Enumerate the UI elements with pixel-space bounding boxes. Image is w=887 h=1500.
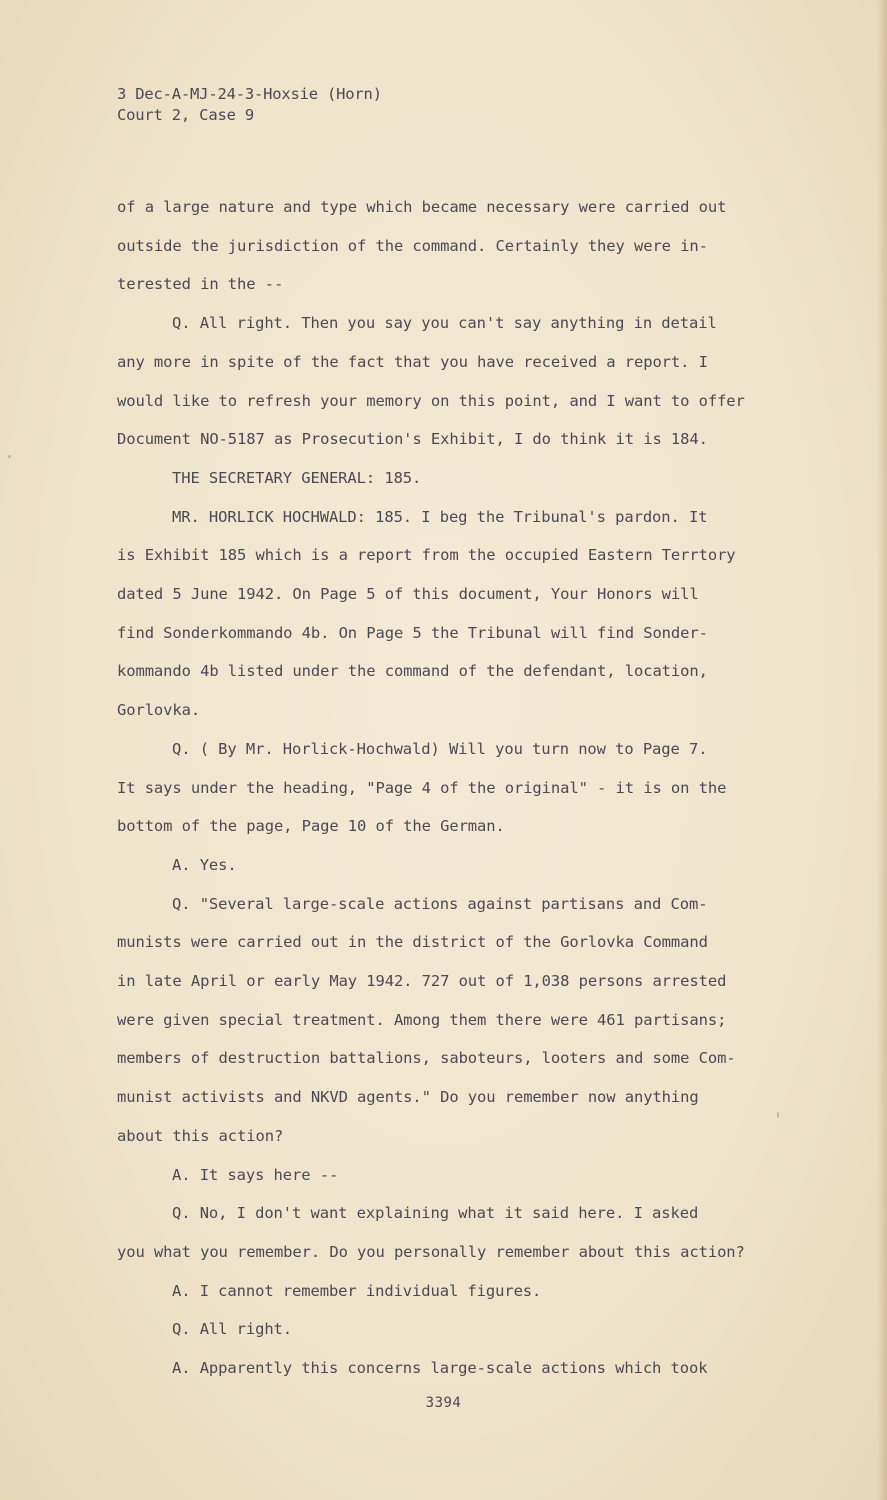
- paper-speck: [8, 455, 11, 458]
- transcript-line: Q. ( By Mr. Horlick-Hochwald) Will you turn now to Page 7.: [172, 739, 708, 758]
- transcript-line: would like to refresh your memory on this point, and I want to offer: [117, 391, 745, 410]
- transcript-line: A. It says here --: [172, 1165, 339, 1184]
- transcript-line: any more in spite of the fact that you have received a report. I: [117, 352, 708, 371]
- transcript-line: is Exhibit 185 which is a report from the occupied Eastern Terrtory: [117, 546, 736, 565]
- transcript-line: Document NO-5187 as Prosecution's Exhibit, I do think it is 184.: [117, 430, 708, 449]
- transcript-line: A. Yes.: [172, 855, 237, 874]
- transcript-line: It says under the heading, "Page 4 of the original" - it is on the: [117, 778, 727, 797]
- transcript-line: munists were carried out in the district of the Gorlovka Command: [117, 933, 708, 952]
- transcript-line: you what you remember. Do you personally remember about this action?: [117, 1242, 745, 1261]
- transcript-line: MR. HORLICK HOCHWALD: 185. I beg the Tribunal's pardon. It: [172, 507, 708, 526]
- transcript-line: terested in the --: [117, 275, 284, 294]
- transcript-line: A. Apparently this concerns large-scale actions which took: [172, 1359, 708, 1377]
- transcript-line: A. I cannot remember individual figures.: [172, 1281, 542, 1300]
- header-case-reference: 3 Dec-A-MJ-24-3-Hoxsie (Horn): [117, 85, 382, 103]
- transcript-line: members of destruction battalions, saboteurs, looters and some Com-: [117, 1049, 736, 1068]
- transcript-line: outside the jurisdiction of the command. Certainly they were in-: [117, 236, 708, 255]
- page-number: 3394: [425, 1395, 462, 1411]
- transcript-line: bottom of the page, Page 10 of the German.: [117, 817, 505, 836]
- transcript-line: THE SECRETARY GENERAL: 185.: [172, 468, 422, 487]
- header-court-case: Court 2, Case 9: [117, 106, 254, 124]
- transcript-line: of a large nature and type which became necessary were carried out: [117, 198, 727, 216]
- transcript-line: Q. "Several large-scale actions against partisans and Com-: [172, 894, 708, 913]
- document-header: [117, 84, 382, 126]
- paper-edge-shadow: [877, 0, 887, 1500]
- transcript-line: find Sonderkommando 4b. On Page 5 the Tribunal will find Sonder-: [117, 623, 708, 642]
- transcript-line: Q. No, I don't want explaining what it said here. I asked: [172, 1204, 699, 1223]
- transcript-line: about this action?: [117, 1126, 284, 1145]
- transcript-line: Q. All right.: [172, 1320, 293, 1339]
- transcript-line: in late April or early May 1942. 727 out of 1,038 persons arrested: [117, 972, 727, 990]
- paper-speck: [777, 1112, 779, 1118]
- transcript-line: were given special treatment. Among them there were 461 partisans;: [117, 1010, 727, 1029]
- transcript-line: munist activists and NKVD agents." Do you remember now anything: [117, 1088, 699, 1107]
- transcript-line: Q. All right. Then you say you can't say anything in detail: [172, 314, 717, 333]
- transcript-line: kommando 4b listed under the command of the defendant, location,: [117, 662, 708, 681]
- transcript-line: dated 5 June 1942. On Page 5 of this document, Your Honors will: [117, 585, 699, 603]
- transcript-line: Gorlovka.: [117, 701, 201, 720]
